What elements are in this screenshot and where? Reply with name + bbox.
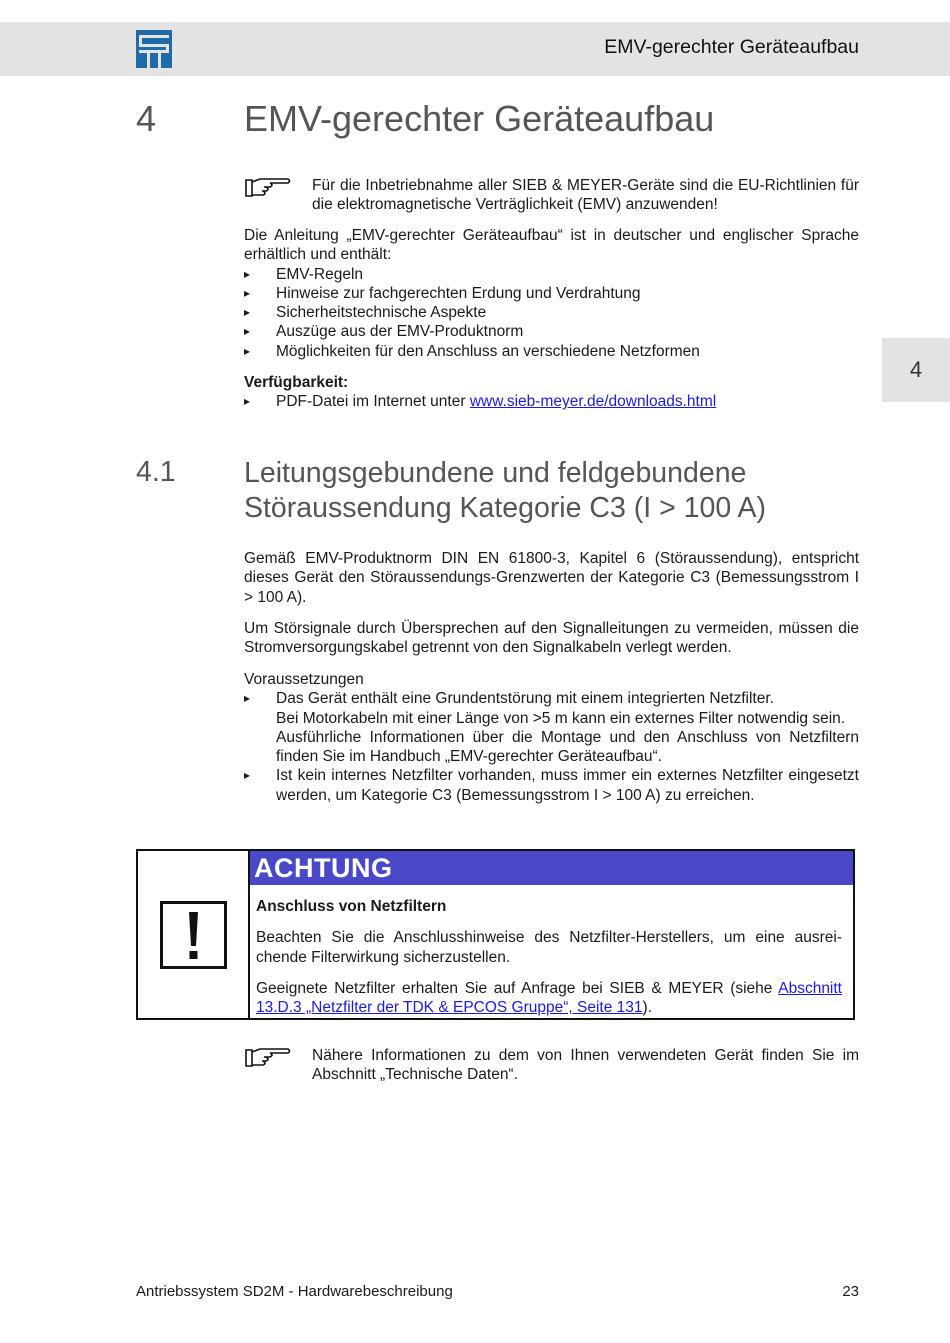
note-text: Nähere Informationen zu dem von Ihnen verwendeten Gerät finden Sie im Abschnitt „Technische Daten“.: [312, 1047, 859, 1084]
pointing-hand-icon: [244, 1044, 292, 1070]
note-text: Für die Inbetriebnahme aller SIEB & MEYER-Geräte sind die EU-Richtlinien für die elektromagnetische Verträglichkeit (EMV) anzuwenden!: [312, 177, 859, 214]
warning-text-part: Geeignete Netzfilter erhalten Sie auf Anfrage bei SIEB & MEYER (siehe: [256, 979, 779, 997]
warning-box: [136, 849, 855, 1020]
prerequisites-block: [244, 670, 859, 805]
section-title: Leitungsgebundene und feldgebundene Störaussendung Kategorie C3 (I > 100 A): [244, 457, 767, 524]
availability-text: PDF-Datei im Internet unter: [276, 393, 470, 411]
page-number: 23: [842, 1283, 859, 1300]
list-item: ▸ Möglichkeiten für den Anschluss an verschiedene Netzformen: [244, 342, 859, 361]
chapter-number: 4: [136, 98, 157, 139]
chapter-side-tab: 4: [882, 338, 950, 402]
list-item: ▸ Hinweise zur fachgerechten Erdung und Verdrahtung: [244, 284, 859, 303]
downloads-link[interactable]: www.sieb-meyer.de/downloads.html: [469, 393, 717, 411]
section-number: 4.1: [136, 456, 176, 488]
note-box: [244, 176, 859, 215]
paragraph: Gemäß EMV-Produktnorm DIN EN 61800-3, Kapitel 6 (Störaussendung), entspricht dieses Gerät den Störaussendungs-Grenzwerten der Kategorie C3 (Bemessungsstrom I > 100 A).: [244, 550, 859, 606]
exclamation-icon: [160, 901, 227, 969]
note-box: [244, 1046, 859, 1085]
company-logo-icon: [136, 30, 172, 68]
list-item: [244, 392, 859, 411]
list-item: [244, 689, 859, 766]
list-item: ▸ EMV-Regeln: [244, 265, 859, 284]
warning-subtitle: Anschluss von Netzfiltern: [256, 898, 447, 915]
availability-block: [244, 373, 859, 412]
warning-heading: ACHTUNG: [250, 851, 853, 885]
contents-list: [244, 265, 859, 361]
pointing-hand-icon: [244, 174, 292, 200]
availability-label: Verfügbarkeit:: [244, 374, 349, 391]
prerequisites-label: Voraussetzungen: [244, 671, 364, 688]
list-item: ▸ Sicherheitstechnische Aspekte: [244, 303, 859, 322]
warning-text-part: ).: [642, 999, 652, 1017]
prereq-line: ▸ Das Gerät enthält eine Grundentstörung mit einem integrierten Netzfilter.: [276, 690, 774, 708]
intro-text: Die Anleitung „EMV-gerechter Geräteaufbau“ ist in deutscher und englischer Sprache erhältlich und enthält:: [244, 227, 859, 264]
chapter-title: EMV-gerechter Geräteaufbau: [244, 98, 715, 139]
section-reference-link[interactable]: Abschnitt 13.D.3 „Netzfilter der TDK & EPCOS Gruppe“, Seite 131: [256, 979, 842, 1017]
list-item: ▸ Ist kein internes Netzfilter vorhanden, muss immer ein externes Netzfilter eingesetzt werden, um Kategorie C3 (Bemessungsstrom I > 100 A) zu erreichen.: [244, 766, 859, 805]
prereq-line: Ausführliche Informationen über die Montage und den Anschluss von Netzfiltern finden Sie im Handbuch „EMV-gerechter Geräteaufbau“.: [276, 728, 859, 766]
intro-block: [244, 226, 859, 361]
footer-title: Antriebssystem SD2M - Hardwarebeschreibung: [136, 1283, 453, 1300]
header-title: EMV-gerechter Geräteaufbau: [604, 36, 859, 58]
paragraph: Um Störsignale durch Übersprechen auf den Signalleitungen zu vermeiden, müssen die Stromversorgungskabel getrennt von den Signalkabeln verlegt werden.: [244, 620, 859, 657]
warning-text: [256, 979, 842, 1018]
warning-body: [256, 897, 842, 1029]
warning-symbol-cell: [138, 851, 250, 1018]
prereq-line: Bei Motorkabeln mit einer Länge von >5 m kann ein externes Filter notwendig sein.: [276, 709, 846, 727]
list-item: ▸ Auszüge aus der EMV-Produktnorm: [244, 322, 859, 341]
warning-text: Beachten Sie die Anschlusshinweise des Netzfilter-Herstellers, um eine ausreichende Filterwirkung sicherzustellen.: [256, 929, 842, 966]
